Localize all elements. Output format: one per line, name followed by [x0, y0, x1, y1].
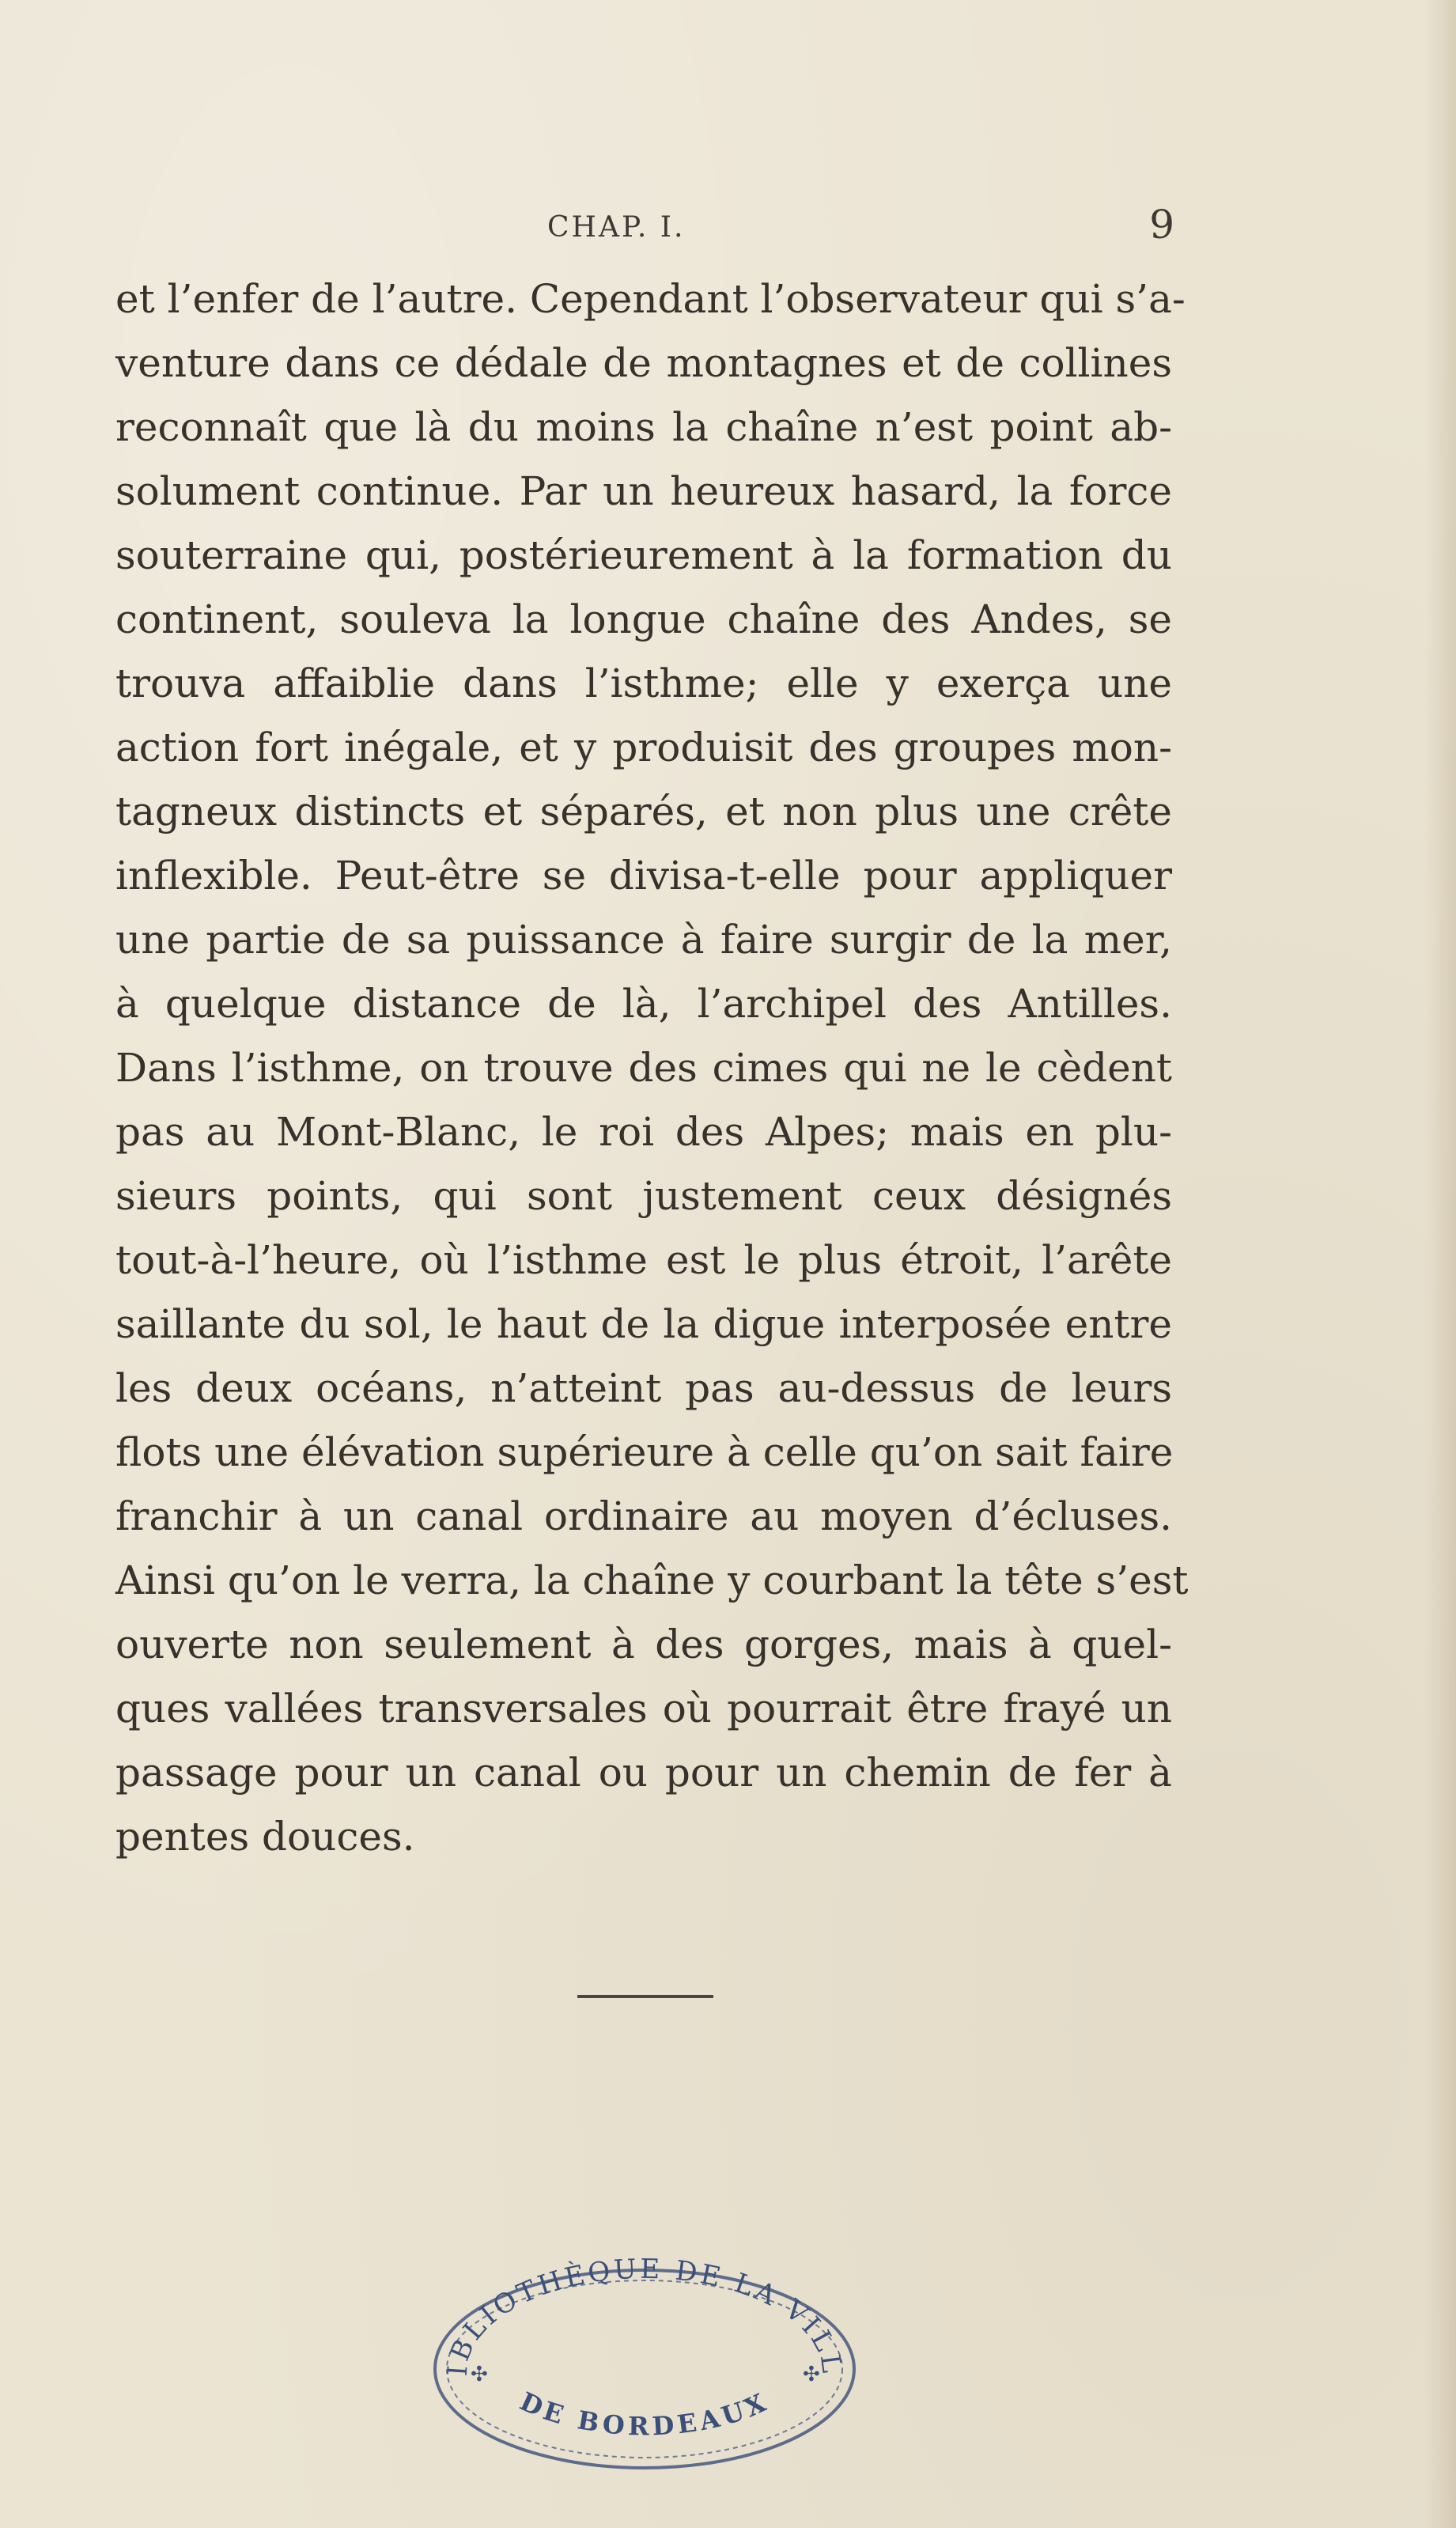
library-stamp-graphic — [411, 2238, 874, 2476]
text-line: reconnaît que là du moins la chaîne n’est point ab- — [115, 404, 1172, 450]
text-line: solument continue. Par un heureux hasard, la force — [115, 468, 1172, 514]
page-number: 9 — [1149, 202, 1174, 248]
text-line: une partie de sa puissance à faire surgir de la mer, — [115, 917, 1172, 963]
section-rule — [577, 1995, 713, 1998]
text-line: pentes douces. — [115, 1814, 415, 1860]
chapter-heading: CHAP. I. — [547, 211, 686, 244]
text-line: inflexible. Peut-être se divisa-t-elle pour appliquer — [115, 853, 1172, 899]
text-line: tout-à-l’heure, où l’isthme est le plus étroit, l’arête — [115, 1237, 1172, 1283]
stamp-top-text — [411, 2238, 848, 2378]
text-line: et l’enfer de l’autre. Cependant l’observateur qui s’a- — [115, 276, 1186, 322]
stamp-top-text-path: IBLIOTHÈQUE DE LA VILL — [441, 2253, 848, 2378]
text-line: pas au Mont-Blanc, le roi des Alpes; mais en plu- — [115, 1109, 1172, 1155]
text-line: flots une élévation supérieure à celle qu’on sait faire — [115, 1429, 1174, 1475]
text-line: tagneux distincts et séparés, et non plus une crête — [115, 789, 1172, 834]
text-line: à quelque distance de là, l’archipel des Antilles. — [115, 981, 1172, 1027]
running-head — [119, 202, 1174, 265]
text-line: Dans l’isthme, on trouve des cimes qui ne le cèdent — [115, 1045, 1172, 1091]
text-line: souterraine qui, postérieurement à la formation du — [115, 532, 1172, 578]
stamp-star-left-icon: ✣ — [471, 2363, 488, 2386]
body-text — [115, 267, 1189, 1869]
text-line: trouva affaiblie dans l’isthme; elle y exerça une — [115, 660, 1172, 706]
stamp-bottom-text — [516, 2386, 774, 2442]
stamp-bottom-text-path: DE BORDEAUX — [515, 2386, 774, 2442]
text-line: ques vallées transversales où pourrait être frayé un — [115, 1686, 1172, 1731]
text-line: Ainsi qu’on le verra, la chaîne y courbant la tête s’est — [115, 1557, 1189, 1603]
text-line: continent, souleva la longue chaîne des Andes, se — [115, 596, 1172, 642]
text-line: franchir à un canal ordinaire au moyen d’écluses. — [115, 1493, 1172, 1539]
text-line: les deux océans, n’atteint pas au-dessus de leurs — [115, 1365, 1172, 1411]
text-line: action fort inégale, et y produisit des groupes mon- — [115, 725, 1172, 770]
text-line: saillante du sol, le haut de la digue interposée entre — [115, 1301, 1172, 1347]
text-line: ouverte non seulement à des gorges, mais à quel- — [115, 1622, 1172, 1667]
library-stamp — [411, 2238, 874, 2476]
stamp-star-right-icon: ✣ — [803, 2363, 820, 2386]
text-line: venture dans ce dédale de montagnes et de collines — [115, 340, 1172, 386]
text-line: passage pour un canal ou pour un chemin de fer à — [115, 1750, 1172, 1796]
text-line: sieurs points, qui sont justement ceux désignés — [115, 1173, 1172, 1219]
page-edge-shadow — [1424, 0, 1456, 2528]
